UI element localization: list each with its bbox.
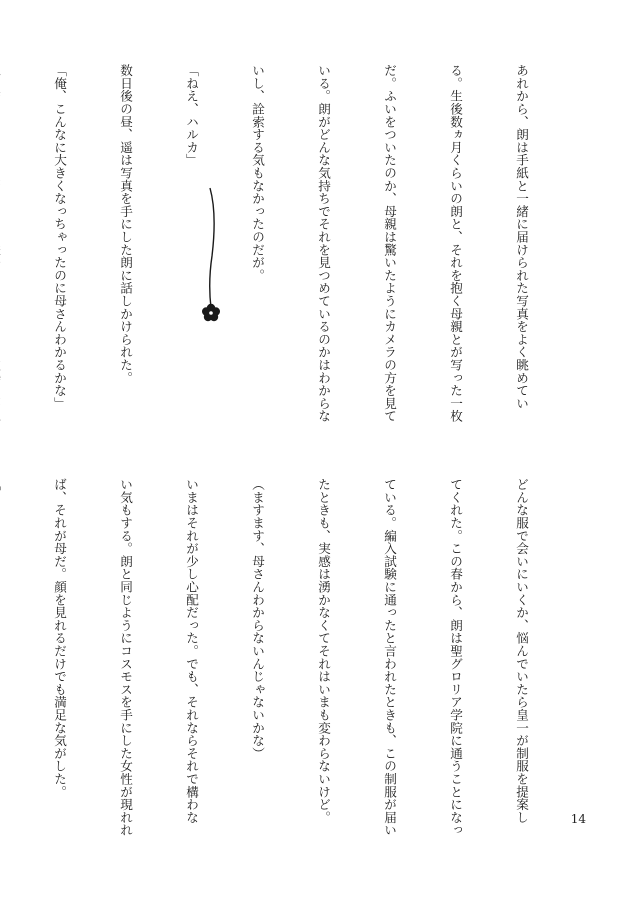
text-line: る。生後数ヵ月くらいの朗と、それを抱く母親とが写った一枚 <box>448 64 463 423</box>
text-line <box>0 64 4 454</box>
text-line: 「俺、こんなに大きくなっちゃったのに母さんわかるかな」 <box>52 64 67 410</box>
text-line: いまはそれが少し心配だった。でも、それならそれで構わな <box>184 478 199 824</box>
text-line <box>0 478 4 778</box>
top-text-block <box>52 64 576 454</box>
ornament-stem <box>210 188 214 308</box>
text-line: いし、詮索する気もなかったのだが。 <box>250 64 265 282</box>
text-line: 数日後の昼、遥は写真を手にした朗に話しかけられた。 <box>118 64 133 384</box>
text-line: てくれた。この春から、朗は聖グロリア学院に通うことになっ <box>448 478 463 837</box>
text-line: だ。ふいをついたのか、母親は驚いたようにカメラの方を見て <box>382 64 397 423</box>
flower-icon <box>202 304 220 321</box>
text-line: い気もする。朗と同じようにコスモスを手にした女性が現れれ <box>118 478 133 837</box>
text-line: ば、それが母だ。顔を見れるだけでも満足な気がした。 <box>52 478 67 798</box>
text-line: どんな服で会いにいくか、悩んでいたら皇一が制服を提案し <box>514 478 529 824</box>
text-line: ている。編入試験に通ったと言われたときも、この制服が届い <box>382 478 397 837</box>
text-line: あれから、朗は手紙と一緒に届けられた写真をよく眺めてい <box>514 64 529 410</box>
scene-break-ornament-icon <box>196 186 226 326</box>
bottom-text-block <box>52 478 576 837</box>
text-line: （ますます、母さんわからないんじゃないかな） <box>250 478 265 760</box>
text-line: いる。朗がどんな気持ちでそれを見つめているのかはわからな <box>316 64 331 423</box>
text-line: たときも、実感は湧かなくてそれはいまも変わらないけど。 <box>316 478 331 824</box>
page-number: 14 <box>570 812 586 826</box>
text-line: 「ねえ、ハルカ」 <box>184 64 199 167</box>
